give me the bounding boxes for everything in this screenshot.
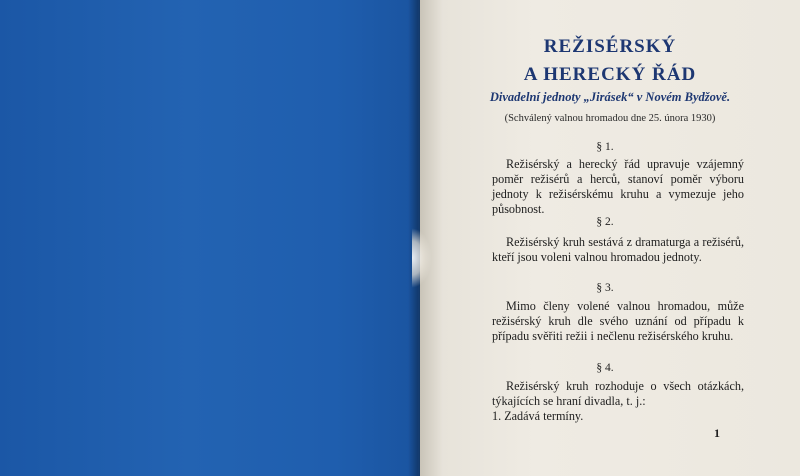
document-page <box>420 0 800 476</box>
section-4-text: Režisérský kruh rozhoduje o všech otázkách, týkajících se hraní divadla, t. j.: <box>492 379 744 408</box>
list-item: 1. Zadává termíny. <box>492 409 584 423</box>
section-1-text: Režisérský a herecký řád upravuje vzájemný poměr režisérů a herců, stanoví poměr výboru jednoty k režisérskému kruhu a vymezuje jeho působnost. <box>492 157 744 216</box>
subtitle: Divadelní jednoty „Jirásek“ v Novém Bydžově. <box>489 90 731 104</box>
section-2-heading: § 2. <box>596 216 614 228</box>
page-number: 1 <box>714 426 720 440</box>
approval-note: (Schválený valnou hromadou dne 25. února 1930) <box>504 113 716 124</box>
title-line-1: REŽISÉRSKÝ <box>543 36 677 57</box>
section-4-heading: § 4. <box>596 362 614 374</box>
section-3-heading: § 3. <box>596 282 614 294</box>
title-line-2: A HERECKÝ ŘÁD <box>523 64 697 85</box>
page-tear-notch <box>412 228 432 288</box>
section-2-text: Režisérský kruh sestává z dramaturga a režisérů, kteří jsou voleni valnou hromadou jednoty. <box>492 235 744 264</box>
section-3-text: Mimo členy volené valnou hromadou, může režisérský kruh dle svého uznání od případu k případu svěřiti režii i nečlenu režisérského kruhu. <box>492 299 744 343</box>
section-1-heading: § 1. <box>596 141 614 153</box>
